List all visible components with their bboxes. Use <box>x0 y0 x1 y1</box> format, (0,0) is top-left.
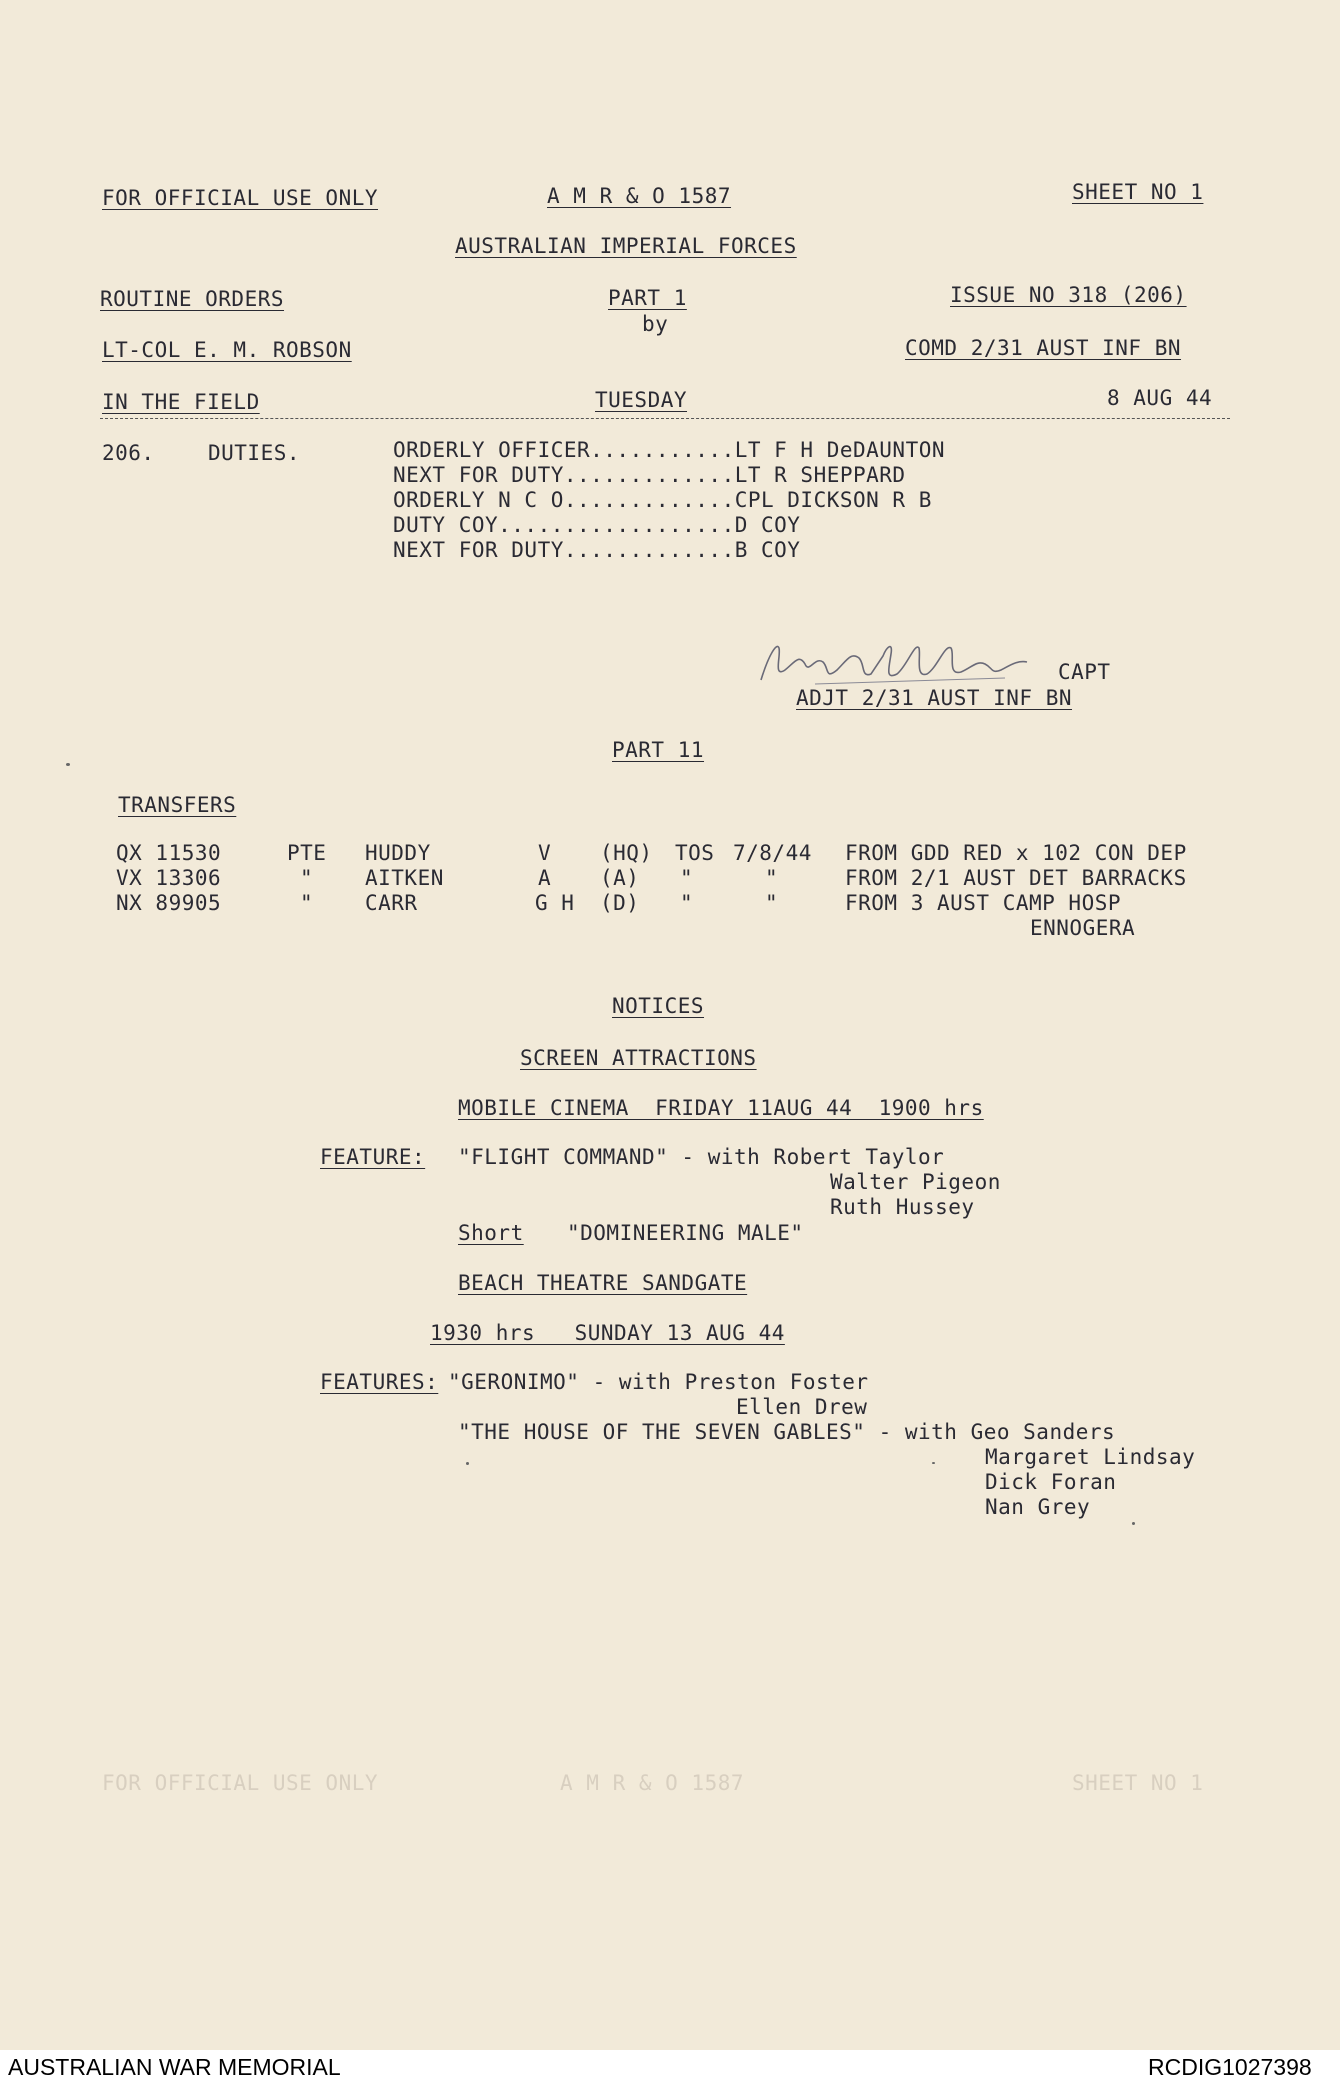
feature-3: "THE HOUSE OF THE SEVEN GABLES" - with Geo Sanders <box>458 1420 1116 1444</box>
beach-theatre-time: 1930 hrs SUNDAY 13 AUG 44 <box>430 1321 785 1345</box>
company: (D) <box>600 891 640 915</box>
paper-speck <box>66 763 70 766</box>
cast-member: Dick Foran <box>985 1470 1117 1494</box>
document-reference: A M R & O 1587 <box>547 184 732 208</box>
short-label: Short <box>458 1221 524 1245</box>
show-through-text: FOR OFFICIAL USE ONLY <box>102 1771 379 1795</box>
feature-1: "FLIGHT COMMAND" - with Robert Taylor <box>458 1145 945 1169</box>
company: (A) <box>600 866 640 890</box>
transfer-date: 7/8/44 <box>733 841 812 865</box>
surname: CARR <box>365 891 418 915</box>
location: IN THE FIELD <box>102 390 260 414</box>
notices-title: NOTICES <box>612 994 705 1018</box>
by-label: by <box>642 312 669 336</box>
transfer-from-continuation: ENNOGERA <box>1030 916 1136 940</box>
signatory-appointment: ADJT 2/31 AUST INF BN <box>796 686 1073 710</box>
transfer-from: FROM 2/1 AUST DET BARRACKS <box>845 866 1187 890</box>
duties-heading: DUTIES. <box>208 441 301 465</box>
initials: V <box>538 841 552 865</box>
surname: HUDDY <box>365 841 431 865</box>
signatory-rank: CAPT <box>1058 660 1111 684</box>
force-title: AUSTRALIAN IMPERIAL FORCES <box>455 234 797 258</box>
order-number: 206. <box>102 441 155 465</box>
transfer-from: FROM GDD RED x 102 CON DEP <box>845 841 1187 865</box>
service-number: VX 13306 <box>116 866 222 890</box>
transfer-date: " <box>765 866 779 890</box>
footer-record-id: RCDIG1027398 <box>1148 2054 1312 2080</box>
tos: TOS <box>675 841 715 865</box>
cast-member: Ellen Drew <box>736 1395 868 1419</box>
rank: " <box>300 891 314 915</box>
paper-speck <box>932 1462 935 1464</box>
rank: PTE <box>287 841 327 865</box>
sheet-number: SHEET NO 1 <box>1072 180 1204 204</box>
tos: " <box>680 866 694 890</box>
show-through-text: A M R & O 1587 <box>560 1771 745 1795</box>
handwritten-signature <box>755 634 1085 690</box>
mobile-cinema-line: MOBILE CINEMA FRIDAY 11AUG 44 1900 hrs <box>458 1096 984 1120</box>
service-number: NX 89905 <box>116 891 222 915</box>
tos: " <box>680 891 694 915</box>
paper-speck <box>466 1462 469 1465</box>
footer-credit: AUSTRALIAN WAR MEMORIAL <box>8 2054 341 2080</box>
part-number: PART 1 <box>608 286 687 310</box>
routine-orders-label: ROUTINE ORDERS <box>100 287 285 311</box>
commanding-officer: LT-COL E. M. ROBSON <box>102 338 352 362</box>
initials: G H <box>535 891 575 915</box>
part-2-title: PART 11 <box>612 738 705 762</box>
cast-member: Margaret Lindsay <box>985 1445 1196 1469</box>
screen-attractions-heading: SCREEN ATTRACTIONS <box>520 1046 757 1070</box>
short-film: "DOMINEERING MALE" <box>567 1221 804 1245</box>
feature-label: FEATURE: <box>320 1145 426 1169</box>
header-divider <box>100 418 1230 419</box>
issue-number: ISSUE NO 318 (206) <box>950 283 1187 307</box>
transfers-heading: TRANSFERS <box>118 793 237 817</box>
duty-line: NEXT FOR DUTY.............B COY <box>393 538 801 562</box>
cast-member: Nan Grey <box>985 1495 1091 1519</box>
transfer-from: FROM 3 AUST CAMP HOSP <box>845 891 1122 915</box>
feature-2: "GERONIMO" - with Preston Foster <box>448 1370 869 1394</box>
transfer-date: " <box>765 891 779 915</box>
date: 8 AUG 44 <box>1107 386 1213 410</box>
cast-member: Ruth Hussey <box>830 1195 975 1219</box>
day: TUESDAY <box>595 388 688 412</box>
cast-member: Walter Pigeon <box>830 1170 1001 1194</box>
beach-theatre-heading: BEACH THEATRE SANDGATE <box>458 1271 748 1295</box>
duty-line: ORDERLY N C O.............CPL DICKSON R B <box>393 488 932 512</box>
initials: A <box>538 866 552 890</box>
company: (HQ) <box>600 841 653 865</box>
security-classification: FOR OFFICIAL USE ONLY <box>102 186 379 210</box>
surname: AITKEN <box>365 866 444 890</box>
features-label: FEATURES: <box>320 1370 439 1394</box>
duty-line: DUTY COY..................D COY <box>393 513 801 537</box>
command-unit: COMD 2/31 AUST INF BN <box>905 336 1182 360</box>
duty-line: NEXT FOR DUTY.............LT R SHEPPARD <box>393 463 906 487</box>
show-through-text: SHEET NO 1 <box>1072 1771 1204 1795</box>
duty-line: ORDERLY OFFICER...........LT F H DeDAUNTON <box>393 438 946 462</box>
paper-speck <box>1132 1522 1135 1525</box>
rank: " <box>300 866 314 890</box>
service-number: QX 11530 <box>116 841 222 865</box>
